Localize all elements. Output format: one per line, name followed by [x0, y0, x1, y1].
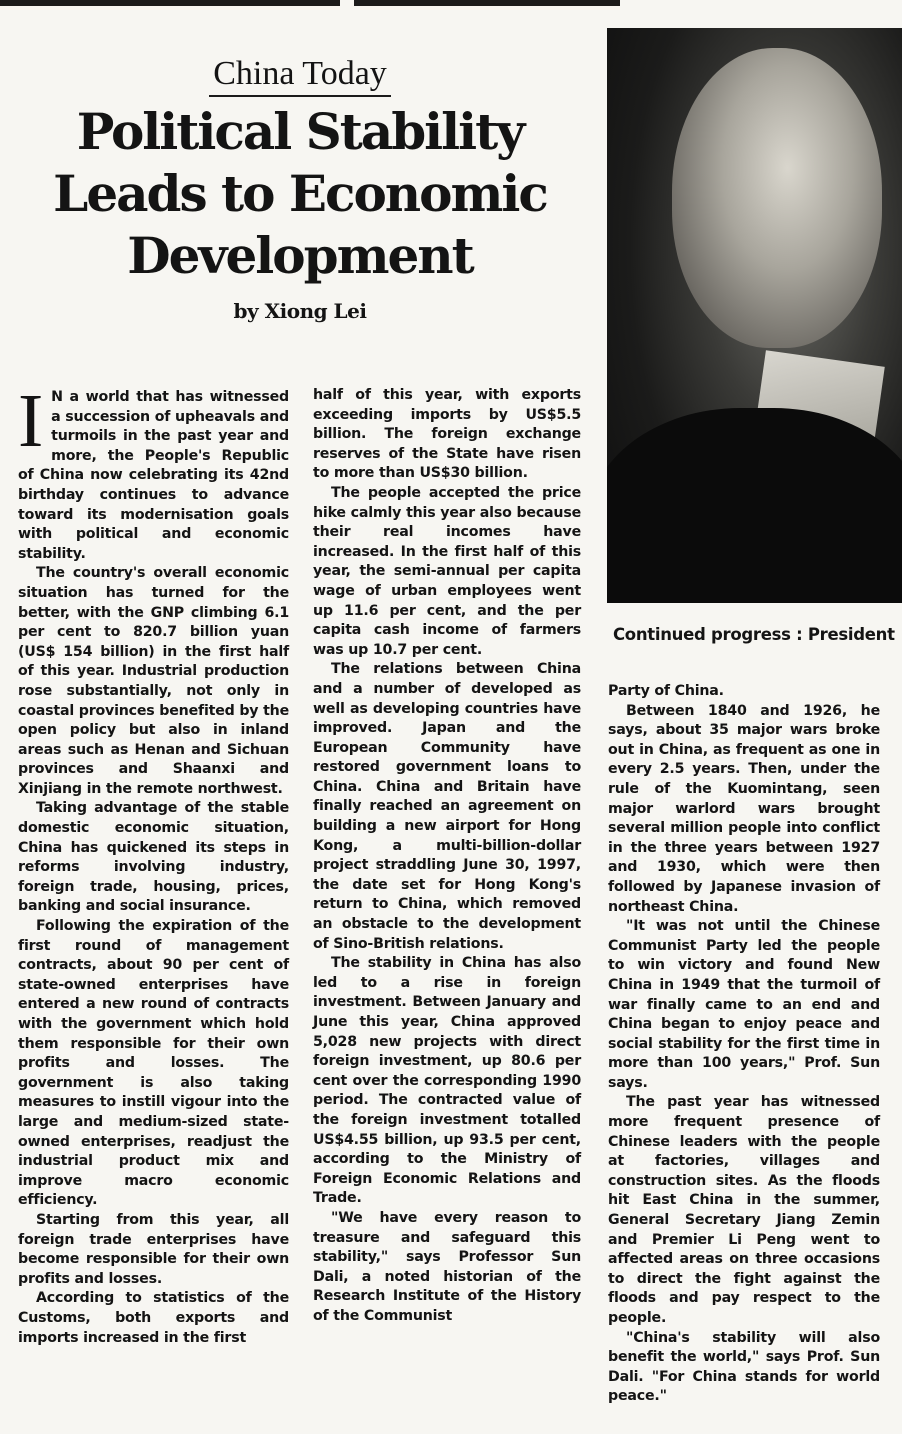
- paragraph-3: Taking advantage of the stable domestic economic situation, China has quickened its steps in reforms involving industry, foreign trade, housing, prices, banking and social insurance.: [18, 800, 289, 915]
- paragraph-9: The relations between China and a number of developed as well as developing countries have improved. Japan and the European Community have restored government loans to China. China and Britain have finally reached an agreement on building a new airport for Hong Kong, a multi-billion-dollar project straddling June 30, 1997, the date set for Hong Kong's return to China, which removed an obstacle to the development of Sino-British relations.: [313, 661, 581, 952]
- paragraph-4: Following the expiration of the first round of management contracts, about 90 per cent of state-owned enterprises have entered a new round of contracts with the government which hold them responsible for their own profits and losses. The government is also taking measures to instill vigour into the large and medium-sized state-owned enterprises, readjust the industrial product mix and improve macro economic efficiency.: [18, 918, 289, 1209]
- paragraph-13: Between 1840 and 1926, he says, about 35 major wars broke out in China, as frequent as one in every 2.5 years. Then, under the rule of the Kuomintang, seen major warlord wars brought several million people into conflict in the three years between 1927 and 1930, which were then followed by Japanese invasion of northeast China.: [608, 702, 880, 915]
- paragraph-14: "It was not until the Chinese Communist Party led the people to win victory and found New China in 1949 that the turmoil of war finally came to an end and China began to enjoy peace and social stability for the first time in more than 100 years," Prof. Sun says.: [608, 918, 880, 1091]
- photo-head-shape: [672, 48, 882, 348]
- headline: Political Stability Leads to Economic Development: [53, 102, 547, 285]
- paragraph-11: "We have every reason to treasure and safeguard this stability," says Professor Sun Dali, a noted historian of the Research Institute of the History of the Communist: [313, 1209, 581, 1324]
- paragraph-15: The past year has witnessed more frequent presence of Chinese leaders with the people at factories, villages and construction sites. As the floods hit East China in the summer, General Secretary Jiang Zemin and Premier Li Peng went to affected areas on three occasions to direct the fight against the floods and pay respect to the people.: [608, 1094, 880, 1326]
- paragraph-10: The stability in China has also led to a rise in foreign investment. Between January and June this year, China approved 5,028 new projects with direct foreign investment, up 80.6 per cent over the corresponding 1990 period. The contracted value of the foreign investment totalled US$4.55 billion, up 93.5 per cent, according to the Ministry of Foreign Economic Relations and Trade.: [313, 955, 581, 1207]
- photo-suit-shape: [607, 408, 902, 603]
- photo-caption: Continued progress : President: [613, 625, 895, 644]
- article-column-1: [18, 379, 289, 1348]
- section-kicker: China Today: [209, 55, 391, 97]
- paragraph-5: Starting from this year, all foreign trade enterprises have become responsible for their own profits and losses.: [18, 1211, 289, 1287]
- drop-cap: I: [18, 379, 44, 463]
- byline: by Xiong Lei: [233, 299, 367, 323]
- top-rule-gap: [340, 0, 354, 6]
- paragraph-6: According to statistics of the Customs, both exports and imports increased in the first: [18, 1290, 289, 1346]
- paragraph-16: "China's stability will also benefit the world," says Prof. Sun Dali. "For China stands for world peace.": [608, 1329, 880, 1405]
- paragraph-1: [18, 379, 289, 564]
- article-column-3: [608, 682, 880, 1407]
- article-header: [0, 55, 600, 323]
- article-column-2: [313, 386, 581, 1327]
- paragraph-12: Party of China.: [608, 683, 724, 699]
- president-photo: [607, 28, 902, 603]
- paragraph-text: N a world that has witnessed a succession of upheavals and turmoils in the past year and more, the People's Republic of China now celebrating its 42nd birthday continues to advance toward its modernisation goals with political and economic stability.: [18, 389, 289, 562]
- paragraph-2: The country's overall economic situation has turned for the better, with the GNP climbing 6.1 per cent to 820.7 billion yuan (US$ 154 billion) in the first half of this year. Industrial production rose substantially, not only in coastal provinces benefited by the open policy but also in inland areas such as Henan and Sichuan provinces and Shaanxi and Xinjiang in the remote northwest.: [18, 565, 289, 797]
- paragraph-8: The people accepted the price hike calmly this year also because their real incomes have increased. In the first half of this year, the semi-annual per capita wage of urban employees went up 11.6 per cent, and the per capita cash income of farmers was up 10.7 per cent.: [313, 484, 581, 658]
- paragraph-7: half of this year, with exports exceeding imports by US$5.5 billion. The foreign exchange reserves of the State have risen to more than US$30 billion.: [313, 387, 581, 482]
- top-rule: [0, 0, 620, 6]
